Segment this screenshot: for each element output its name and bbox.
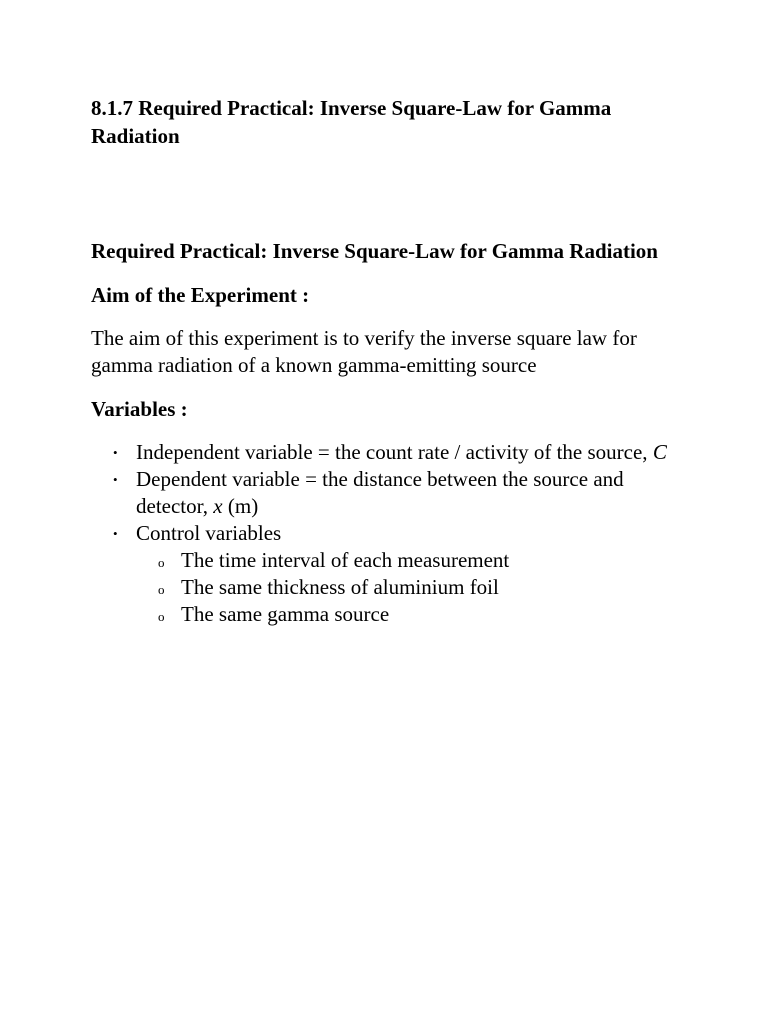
- bullet-icon: •: [113, 526, 118, 541]
- list-item: [136, 601, 676, 628]
- control-variable-text: The time interval of each measurement: [181, 548, 510, 572]
- list-item-independent-variable: [91, 439, 676, 466]
- circle-bullet-icon: o: [158, 582, 165, 597]
- bullet-icon: •: [113, 445, 118, 460]
- circle-bullet-icon: o: [158, 609, 165, 624]
- bullet-icon: •: [113, 472, 118, 487]
- independent-variable-text: Independent variable = the count rate / activity of the source,: [136, 440, 653, 464]
- dependent-variable-symbol: x: [213, 494, 223, 518]
- circle-bullet-icon: o: [158, 555, 165, 570]
- control-variable-text: The same gamma source: [181, 602, 390, 626]
- aim-text: The aim of this experiment is to verify the inverse square law for gamma radiation of a known gamma-emitting source: [91, 326, 637, 377]
- list-item-control-variables: [91, 520, 676, 628]
- independent-variable-symbol: C: [652, 440, 667, 464]
- section-heading: Required Practical: Inverse Square-Law for Gamma Radiation: [91, 239, 658, 263]
- control-variable-text: The same thickness of aluminium foil: [181, 575, 499, 599]
- list-item: [136, 547, 676, 574]
- list-item-dependent-variable: [91, 466, 676, 520]
- dependent-variable-text: Dependent variable = the distance between the source and detector,: [136, 467, 624, 518]
- aim-heading: Aim of the Experiment :: [91, 283, 310, 307]
- dependent-variable-unit: (m): [222, 494, 259, 518]
- document-title: 8.1.7 Required Practical: Inverse Square-Law for Gamma Radiation: [91, 96, 612, 148]
- document-content: [91, 237, 701, 628]
- control-variables-sublist: [136, 547, 676, 628]
- list-item: [136, 574, 676, 601]
- variables-heading: Variables :: [91, 397, 188, 421]
- control-variables-label: Control variables: [136, 521, 282, 545]
- variables-list: [91, 439, 701, 628]
